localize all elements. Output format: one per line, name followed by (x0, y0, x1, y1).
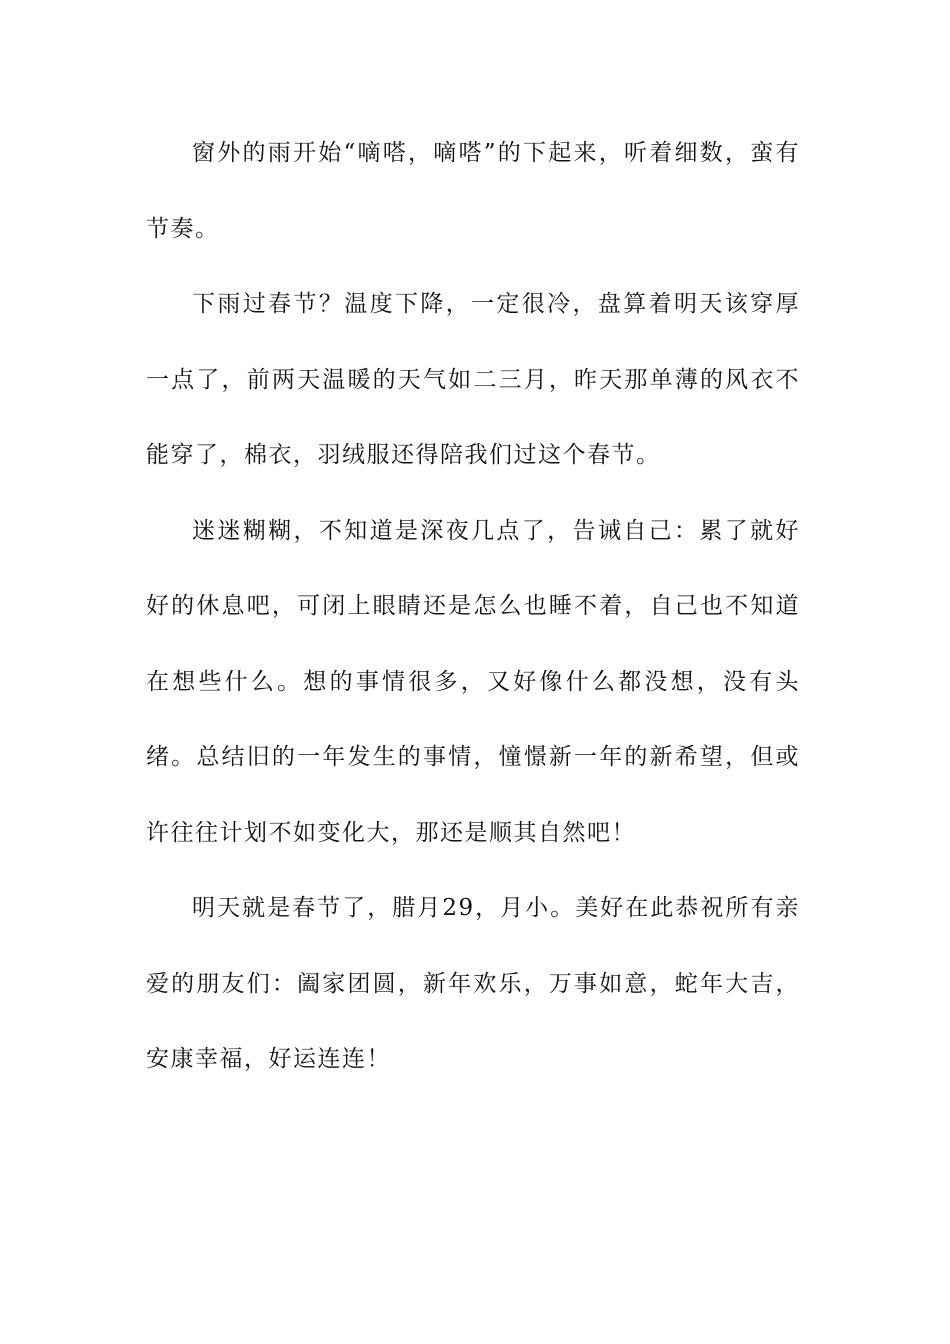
paragraph-rain: 窗外的雨开始“嘀嗒，嘀嗒”的下起来，听着细数，蛮有节奏。 (146, 140, 800, 242)
paragraph-greeting: 明天就是春节了，腊月29，月小。美好在此恭祝所有亲爱的朋友们：阖家团圆，新年欢乐，万事如意，蛇年大吉，安康幸福，好运连连！ (146, 895, 800, 1072)
paragraph-reflection: 迷迷糊糊，不知道是深夜几点了，告诫自己：累了就好好的休息吧，可闭上眼睛还是怎么也睡不着，自己也不知道在想些什么。想的事情很多，又好像什么都没想，没有头绪。总结旧的一年发生的事情，憧憬新一年的新希望，但或许往往计划不如变化大，那还是顺其自然吧！ (146, 517, 800, 846)
paragraph-weather: 下雨过春节？温度下降，一定很冷，盘算着明天该穿厚一点了，前两天温暖的天气如二三月，昨天那单薄的风衣不能穿了，棉衣，羽绒服还得陪我们过这个春节。 (146, 291, 800, 468)
document-body (146, 116, 800, 1098)
